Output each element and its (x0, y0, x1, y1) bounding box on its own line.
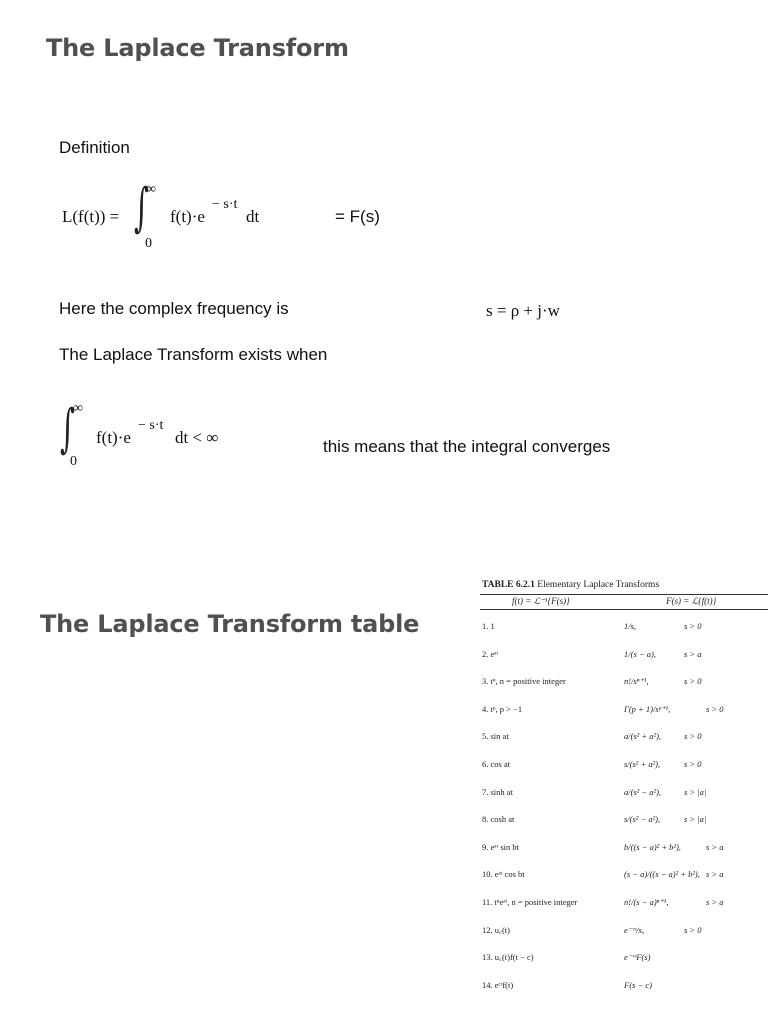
table-rule-header (480, 609, 768, 610)
table-row (474, 614, 768, 640)
row-function: 4. tᵖ, p > −1 (482, 703, 523, 714)
row-function: 14. eᶜᵗf(t) (482, 979, 514, 990)
table-row (474, 890, 768, 916)
table-row (474, 862, 768, 888)
complex-frequency-text: Here the complex frequency is (59, 299, 289, 318)
row-function: 9. eᵃᵗ sin bt (482, 841, 520, 852)
row-transform: F(s − c) (624, 979, 652, 990)
laplace-table-image (474, 572, 768, 1024)
row-function: 1. 1 (482, 621, 495, 631)
row-transform: e⁻ᶜˢF(s) (624, 952, 651, 963)
row-function: 7. sinh at (482, 786, 513, 797)
definition-rhs: = F(s) (335, 207, 380, 226)
row-function: 11. tⁿeᵃᵗ, n = positive integer (482, 897, 578, 907)
definition-label: Definition (59, 138, 130, 157)
integral-sign: ∫ (134, 178, 149, 238)
row-condition: s > 0 (684, 759, 702, 769)
integral-sign: ∫ (60, 399, 75, 459)
row-condition: s > a (706, 841, 724, 852)
table-row (474, 752, 768, 778)
converges-text: this means that the integral converges (323, 437, 611, 456)
row-condition: s > |a| (684, 786, 707, 797)
condition-integrand: f(t)·e (96, 428, 131, 447)
definition-exponent: − s·t (212, 197, 238, 212)
row-function: 3. tⁿ, n = positive integer (482, 676, 566, 687)
row-condition: s > a (684, 648, 702, 659)
table-row (474, 780, 768, 806)
table-heading: The Laplace Transform table (40, 610, 420, 638)
condition-upper-limit: ∞ (73, 401, 83, 416)
row-function: 6. cos at (482, 759, 511, 769)
row-transform: s/(s² − a²), (624, 814, 661, 825)
row-function: 10. eᵃᵗ cos bt (482, 869, 525, 880)
row-transform: n!/(s − a)ⁿ⁺¹, (624, 897, 669, 907)
definition-lhs: L(f(t)) = (62, 207, 120, 226)
row-transform: Γ(p + 1)/sᵖ⁺¹, (624, 703, 671, 714)
table-caption: TABLE 6.2.1 Elementary Laplace Transforms (482, 580, 660, 590)
table-row (474, 807, 768, 833)
row-condition: s > 0 (684, 676, 702, 687)
row-function: 12. u꜀(t) (482, 924, 510, 935)
definition-upper-limit: ∞ (146, 182, 156, 197)
column-header-transform: F(s) = ℒ{f(t)} (666, 596, 717, 606)
page-title: The Laplace Transform (46, 34, 349, 62)
row-transform: a/(s² − a²), (624, 786, 662, 797)
condition-exponent: − s·t (138, 418, 164, 433)
table-row (474, 835, 768, 861)
definition-lower-limit: 0 (145, 236, 152, 251)
row-transform: 1/s, (624, 621, 637, 631)
row-transform: e⁻ᶜˢ/s, (624, 924, 645, 935)
definition-integrand: f(t)·e (170, 207, 205, 226)
table-row (474, 724, 768, 750)
row-transform: 1/(s − a), (624, 648, 656, 659)
row-condition: s > |a| (684, 814, 707, 825)
condition-lower-limit: 0 (70, 454, 77, 469)
column-header-inverse: f(t) = ℒ⁻¹{F(s)} (512, 596, 570, 606)
table-rule-top (480, 594, 768, 595)
row-condition: s > 0 (706, 703, 724, 714)
row-function: 8. cosh at (482, 814, 515, 825)
row-transform: a/(s² + a²), (624, 731, 662, 742)
table-row (474, 918, 768, 944)
row-transform: s/(s² + a²), (624, 759, 661, 769)
table-row (474, 973, 768, 999)
definition-dt: dt (246, 207, 260, 226)
table-row (474, 697, 768, 723)
row-function: 13. u꜀(t)f(t − c) (482, 952, 534, 963)
row-transform: b/((s − a)² + b²), (624, 841, 681, 852)
row-transform: n!/sⁿ⁺¹, (624, 676, 649, 687)
complex-frequency-formula: s = ρ + j·w (486, 301, 560, 320)
table-row (474, 945, 768, 971)
row-condition: s > 0 (684, 924, 702, 935)
table-row (474, 669, 768, 695)
table-row (474, 642, 768, 668)
exists-text: The Laplace Transform exists when (59, 345, 328, 364)
condition-tail: dt < ∞ (175, 428, 219, 447)
row-condition: s > 0 (684, 731, 702, 742)
row-transform: (s − a)/((s − a)² + b²), (624, 869, 700, 880)
row-function: 2. eᵃᵗ (482, 648, 499, 659)
row-condition: s > a (706, 869, 724, 880)
row-function: 5. sin at (482, 731, 509, 742)
row-condition: s > 0 (684, 621, 702, 631)
row-condition: s > a (706, 897, 724, 907)
